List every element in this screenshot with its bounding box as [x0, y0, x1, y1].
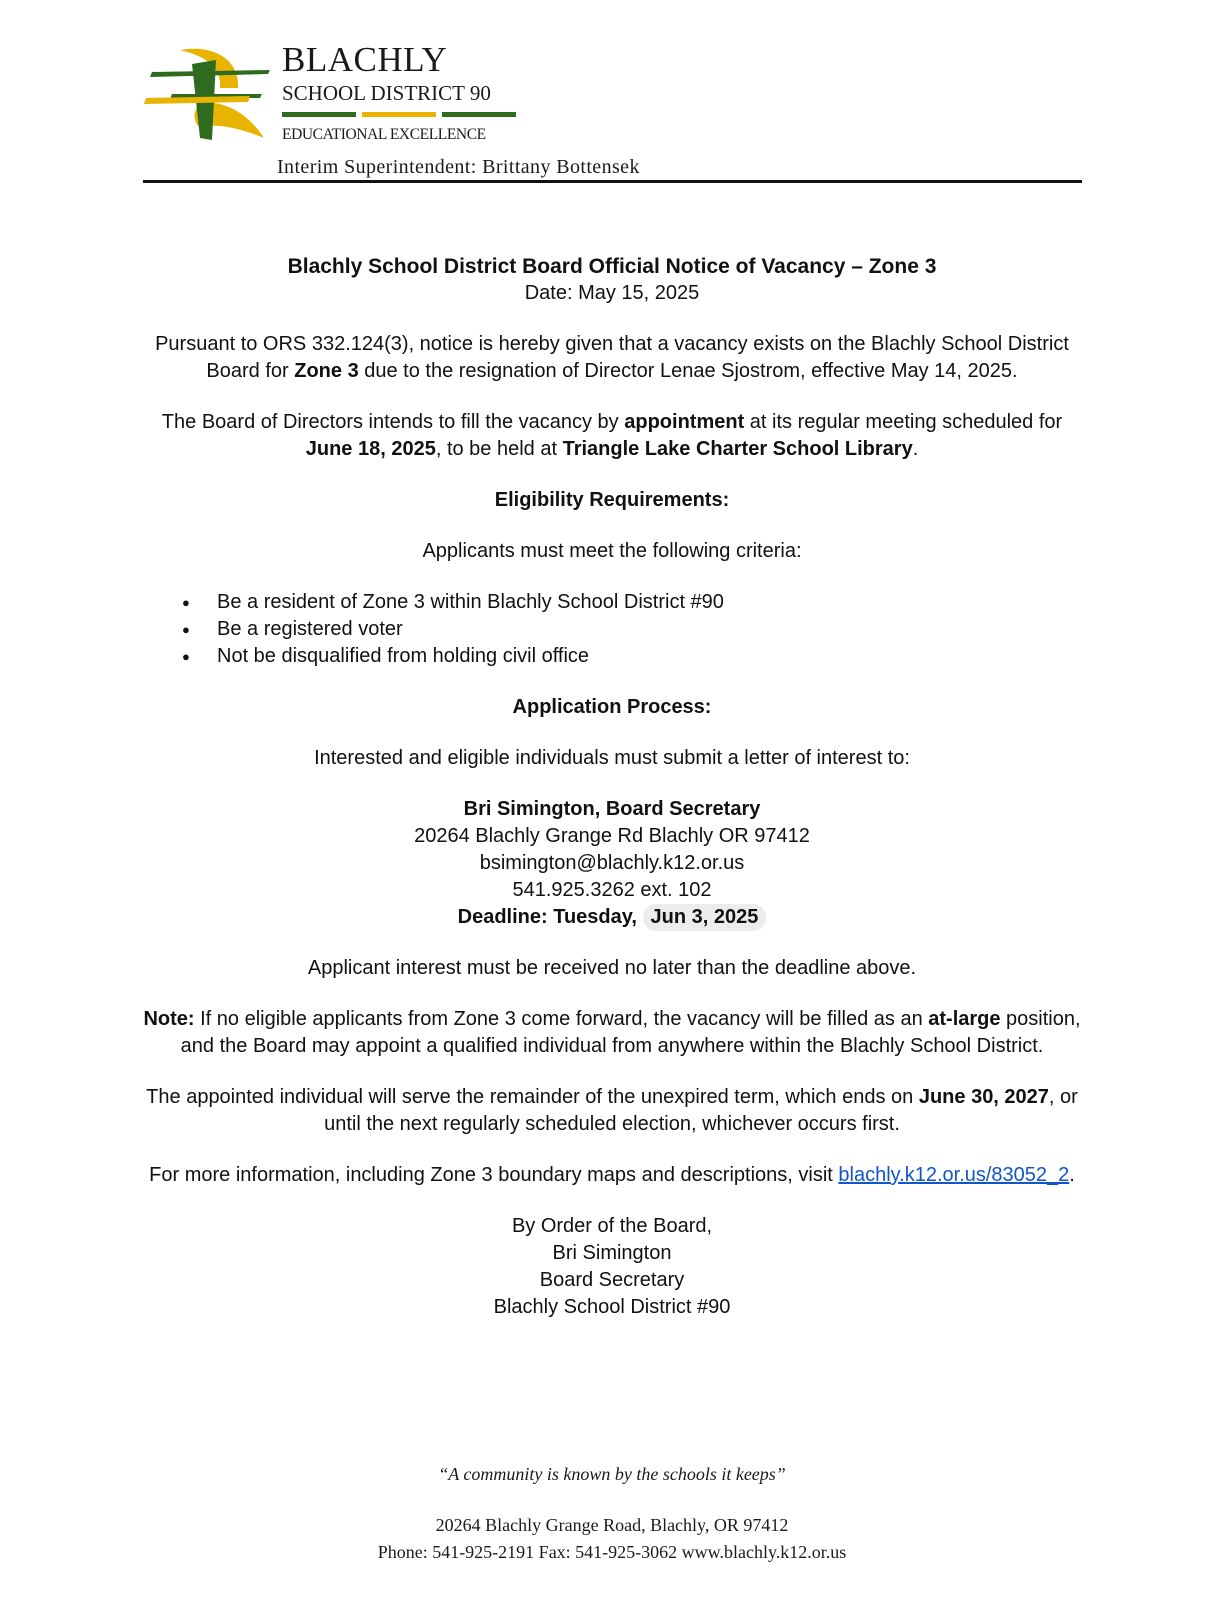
footer-motto: “A community is known by the schools it keeps”	[438, 1464, 786, 1484]
contact-name: Bri Simington, Board Secretary	[463, 798, 761, 820]
stripe-gold	[362, 112, 436, 117]
application-heading: Application Process:	[512, 696, 712, 718]
zone-emphasis: Zone 3	[294, 360, 359, 382]
signature-block	[140, 1213, 1084, 1321]
at-large-note: Note: If no eligible applicants from Zone 3 come forward, the vacancy will be filled as an at-large position, and the Board may appoint a qualified individual from anywhere within the Blachly School District.	[143, 1008, 1081, 1057]
list-item: ● Be a resident of Zone 3 within Blachly School District #90	[182, 589, 1084, 616]
signature-name: Bri Simington	[552, 1242, 672, 1264]
district-name: BLACHLY	[282, 40, 448, 79]
at-large-emphasis: at-large	[928, 1008, 1001, 1030]
footer-contact: Phone: 541-925-2191 Fax: 541-925-3062 www.blachly.k12.or.us	[377, 1542, 847, 1562]
stripe-green	[282, 112, 356, 117]
district-subtitle: SCHOOL DISTRICT 90	[282, 81, 491, 105]
list-item: ● Not be disqualified from holding civil office	[182, 643, 1084, 670]
eligibility-heading: Eligibility Requirements:	[494, 489, 730, 511]
deadline-label: Deadline: Tuesday,	[457, 906, 637, 928]
signature-title: Board Secretary	[539, 1269, 685, 1291]
signature-line: By Order of the Board,	[511, 1215, 713, 1237]
notice-body	[140, 253, 1084, 1321]
header-divider	[143, 180, 1082, 183]
list-item: ● Be a registered voter	[182, 616, 1084, 643]
brand-stripes	[282, 112, 516, 117]
signature-district: Blachly School District #90	[493, 1296, 731, 1318]
meeting-date: June 18, 2025	[305, 438, 436, 460]
letterhead	[0, 0, 1224, 200]
deadline-date-chip[interactable]: Jun 3, 2025	[643, 904, 767, 931]
contact-email: bsimington@blachly.k12.or.us	[479, 852, 745, 874]
footer-address: 20264 Blachly Grange Road, Blachly, OR 97412	[435, 1515, 789, 1535]
stripe-green	[442, 112, 516, 117]
meeting-location: Triangle Lake Charter School Library	[562, 438, 913, 460]
notice-date: Date: May 15, 2025	[524, 282, 700, 304]
contact-block	[140, 796, 1084, 931]
term-paragraph: The appointed individual will serve the remainder of the unexpired term, which ends on June 30, 2027, or until the next regularly scheduled election, whichever occurs first.	[146, 1086, 1078, 1135]
superintendent-line: Interim Superintendent: Brittany Bottensek	[277, 156, 640, 178]
page-footer	[140, 1462, 1084, 1566]
deadline-line	[140, 904, 1084, 931]
application-intro: Interested and eligible individuals must submit a letter of interest to:	[314, 747, 910, 769]
note-label: Note:	[143, 1008, 195, 1030]
zone-map-link[interactable]: blachly.k12.or.us/83052_2	[838, 1164, 1070, 1186]
vacancy-paragraph: Pursuant to ORS 332.124(3), notice is hereby given that a vacancy exists on the Blachly School District Board for Zone 3 due to the resignation of Director Lenae Sjostrom, effective May 14, 2025.	[155, 333, 1069, 382]
appointment-paragraph: The Board of Directors intends to fill the vacancy by appointment at its regular meeting scheduled for June 18, 2025, to be held at Triangle Lake Charter School Library.	[161, 411, 1063, 460]
contact-phone: 541.925.3262 ext. 102	[512, 879, 712, 901]
appointment-emphasis: appointment	[624, 411, 745, 433]
term-end-date: June 30, 2027	[918, 1086, 1049, 1108]
eligibility-intro: Applicants must meet the following criteria:	[422, 540, 802, 562]
notice-title: Blachly School District Board Official Notice of Vacancy – Zone 3	[287, 255, 937, 278]
eligibility-list	[140, 589, 1084, 670]
more-info-paragraph: For more information, including Zone 3 boundary maps and descriptions, visit blachly.k12.or.us/83052_2.	[149, 1164, 1075, 1186]
district-logo-icon	[142, 44, 274, 144]
contact-address: 20264 Blachly Grange Rd Blachly OR 97412	[414, 825, 810, 847]
district-tagline: EDUCATIONAL EXCELLENCE	[282, 126, 486, 143]
deadline-note: Applicant interest must be received no later than the deadline above.	[307, 957, 917, 979]
